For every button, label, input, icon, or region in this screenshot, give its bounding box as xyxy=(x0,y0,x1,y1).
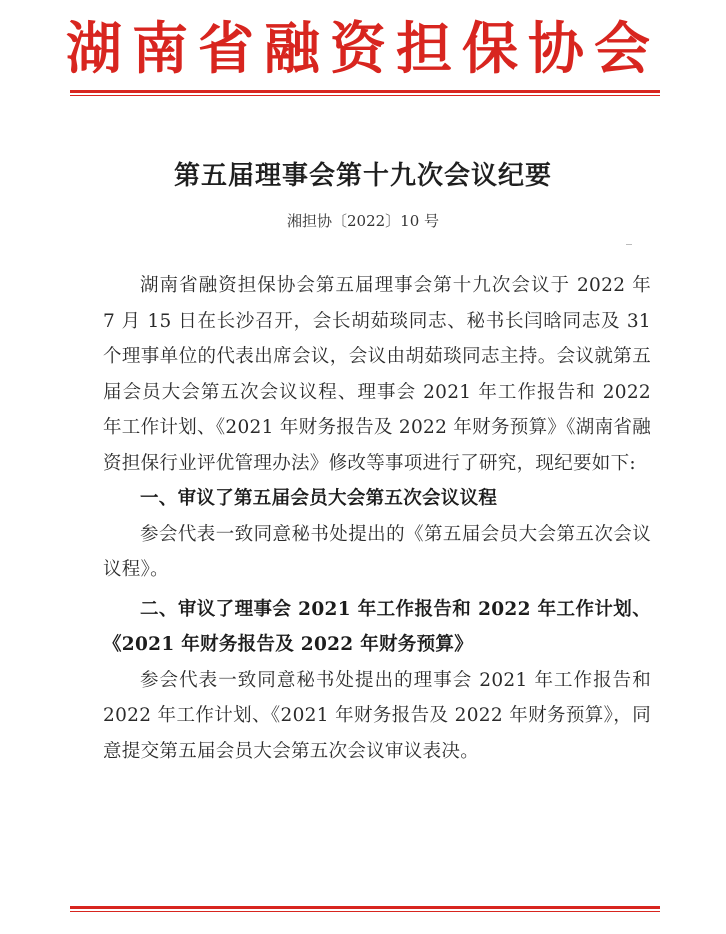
letterhead-divider xyxy=(70,90,660,96)
organization-name: 湖南省融资担保协会 xyxy=(66,16,660,82)
section-heading-1: 一、审议了第五届会员大会第五次会议议程 xyxy=(140,488,498,509)
document-body xyxy=(103,268,651,769)
scan-mark xyxy=(626,244,632,245)
document-number: 湘担协〔2022〕10 号 xyxy=(286,212,440,230)
section-heading-2: 二、审议了理事会 2021 年工作报告和 2022 年工作计划、《2021 年财务报告及 2022 年财务预算》 xyxy=(103,598,651,655)
document-title: 第五届理事会第十九次会议纪要 xyxy=(173,161,552,191)
intro-paragraph: 湖南省融资担保协会第五届理事会第十九次会议于 2022 年 7 月 15 日在长沙召开，会长胡茹琰同志、秘书长闫晗同志及 31 个理事单位的代表出席会议，会议由胡茹琰同志主持。会议就第五届会员大会第五次会议议程、理事会 2021 年工作报告和 2022 年工作计划、《2021 年财务报告及 2022 年财务预算》《湖南省融资担保行业评优管理办法》修改等事项进行了研究，现纪要如下: xyxy=(103,275,651,474)
letterhead xyxy=(0,14,726,84)
section-body-2: 参会代表一致同意秘书处提出的理事会 2021 年工作报告和 2022 年工作计划、《2021 年财务报告及 2022 年财务预算》，同意提交第五届会员大会第五次会议审议表决。 xyxy=(103,669,651,762)
footer-divider xyxy=(70,906,660,912)
section-body-1: 参会代表一致同意秘书处提出的《第五届会员大会第五次会议议程》。 xyxy=(103,523,651,580)
